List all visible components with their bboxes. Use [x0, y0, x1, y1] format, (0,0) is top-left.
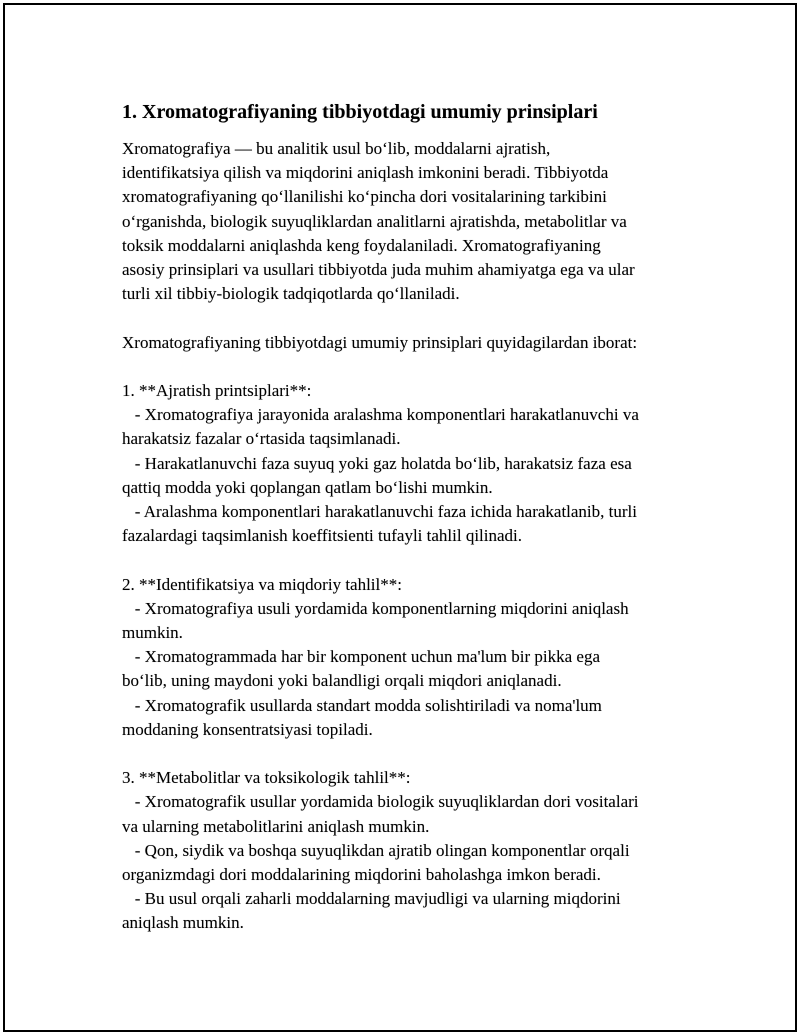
spacer: [122, 306, 692, 330]
list-item: - Xromatogrammada har bir komponent uchun ma'lum bir pikka ega bo‘lib, uning maydoni yoki balandligi orqali miqdori aniqlanadi.: [122, 647, 600, 691]
document-body: [122, 98, 692, 936]
list-item: - Aralashma komponentlari harakatlanuvchi faza ichida harakatlanib, turli fazalardagi taqsimlanish koeffitsienti tufayli tahlil qilinadi.: [122, 502, 637, 546]
list-item: - Xromatografik usullar yordamida biologik suyuqliklardan dori vositalari va ularning metabolitlarini aniqlash mumkin.: [122, 792, 639, 836]
list-item: - Harakatlanuvchi faza suyuq yoki gaz holatda bo‘lib, harakatsiz faza esa qattiq modda yoki qoplangan qatlam bo‘lishi mumkin.: [122, 453, 632, 497]
spacer: [122, 355, 692, 379]
spacer: [122, 548, 692, 572]
section-ajratish: [122, 379, 692, 548]
lead-paragraph: Xromatografiyaning tibbiyotdagi umumiy prinsiplari quyidagilardan iborat:: [122, 332, 638, 352]
intro-paragraph: Xromatografiya — bu analitik usul bo‘lib, moddalarni ajratish, identifikatsiya qilish va miqdorini aniqlash imkonini beradi. Tibbiyotda xromatografiyaning qo‘llanilishi ko‘pincha dori vositalarining tarkibini o‘rganishda, biologik suyuqliklardan analitlarni ajratishda, metabolitlar va toksik moddalarni aniqlashda keng foydalaniladi. Xromatografiyaning asosiy prinsiplari va usullari tibbiyotda juda muhim ahamiyatga ega va ular turli xil tibbiy-biologik tadqiqotlarda qo‘llaniladi.: [122, 139, 635, 304]
list-item: - Xromatografiya jarayonida aralashma komponentlari harakatlanuvchi va harakatsiz fazalar o‘rtasida taqsimlanadi.: [122, 405, 639, 449]
list-item: - Xromatografik usullarda standart modda solishtiriladi va noma'lum moddaning konsentratsiyasi topiladi.: [122, 695, 602, 739]
section-heading: 3. **Metabolitlar va toksikologik tahlil**:: [122, 768, 411, 788]
list-item: - Xromatografiya usuli yordamida komponentlarning miqdorini aniqlash mumkin.: [122, 598, 629, 643]
section-metabolitlar: [122, 766, 692, 935]
list-item: - Bu usul orqali zaharli moddalarning mavjudligi va ularning miqdorini aniqlash mumkin.: [122, 889, 621, 933]
document-title: 1. Xromatografiyaning tibbiyotdagi umumiy prinsiplari: [122, 101, 598, 123]
section-identifikatsiya: [122, 573, 692, 742]
section-heading: 1. **Ajratish printsiplari**:: [122, 381, 312, 400]
page-frame: [3, 3, 797, 1032]
section-heading: 2. **Identifikatsiya va miqdoriy tahlil**:: [122, 574, 402, 594]
spacer: [122, 742, 692, 766]
list-item: - Qon, siydik va boshqa suyuqlikdan ajratib olingan komponentlar orqali organizmdagi dori moddalarining miqdorini baholashga imkon beradi.: [122, 840, 630, 885]
